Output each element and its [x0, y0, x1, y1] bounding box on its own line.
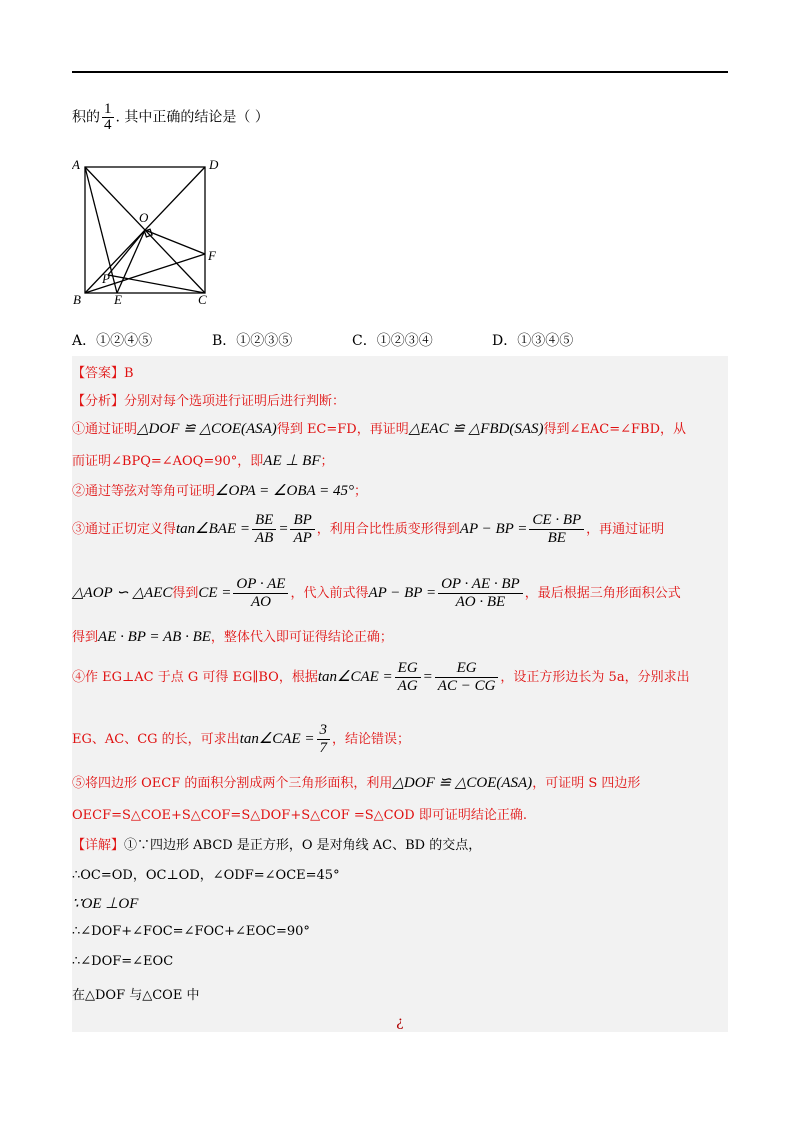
detail-line-4: ∴∠DOF+∠FOC=∠FOC+∠EOC=90° — [72, 924, 310, 939]
solution-panel — [72, 356, 728, 1032]
segment-of — [145, 230, 205, 254]
option-d: D．①③④⑤ — [492, 333, 574, 349]
analysis-line-1: ①通过证明△DOF ≌ △COE(ASA)得到 EC=FD，再证明△EAC ≌ △FBD(SAS)得到∠EAC=∠FBD，从 — [72, 421, 686, 437]
analysis-line-5: △AOP ∽ △AEC得到CE = $\frac{OP \cdot AE}{AO}$ ，代入前式得AP − BP = $\frac{OP \cdot AE \cdot BP}{AO \cdot BE}$ ，最后根据三角形面积公式 — [72, 576, 681, 610]
label-a: A — [72, 157, 80, 172]
analysis-line-4: ③通过正切定义得tan∠BAE = $\frac{BE}{AB}$ = $\frac{BP}{AP}$ ，利用合比性质变形得到AP − BP = $\frac{CE \cdot BP}{BE}$ ，再通过证明 — [72, 512, 665, 546]
label-d: D — [209, 157, 219, 172]
analysis-line-10: OECF=S△COE+S△COF=S△DOF+S△COF =S△COD 即可证明结论正确. — [72, 808, 527, 823]
analysis-line-2: 而证明∠BPQ=∠AOQ=90°，即AE ⊥ BF； — [72, 453, 334, 469]
answer-options — [72, 330, 728, 350]
analysis-line-8: EG、AC、CG 的长，可求出tan∠CAE = $\frac{3}{7}$ ，结论错误； — [72, 722, 411, 756]
option-b: B．①②③⑤ — [212, 333, 293, 349]
option-c: C．①②③④ — [352, 333, 433, 349]
segment-ae — [85, 167, 117, 293]
label-b: B — [73, 292, 81, 307]
detail-line-3: ∵OE ⊥OF — [72, 896, 139, 912]
label-o: O — [139, 210, 149, 225]
intro-after: . 其中正确的结论是（ ） — [115, 109, 269, 126]
option-a: A．①②④⑤ — [72, 333, 153, 349]
label-f: F — [208, 248, 216, 263]
analysis-line-3: ②通过等弦对等角可证明∠OPA = ∠OBA = 45°； — [72, 483, 368, 499]
label-c: C — [198, 292, 207, 307]
fraction-quarter: $\frac{1}{4}$ — [104, 101, 112, 133]
detail-line-6: 在△DOF 与△COE 中 — [72, 988, 200, 1003]
header-rule — [72, 71, 728, 73]
geometry-figure — [72, 152, 222, 307]
detail-line-1: 【详解】①∵四边形 ABCD 是正方形，O 是对角线 AC、BD 的交点， — [72, 838, 482, 853]
answer-line: 【答案】B — [72, 366, 134, 381]
detail-line-2: ∴OC=OD，OC⊥OD，∠ODF=∠OCE=45° — [72, 868, 340, 883]
analysis-line-9: ⑤将四边形 OECF 的面积分割成两个三角形面积，利用△DOF ≌ △COE(ASA)，可证明 S 四边形 — [72, 775, 641, 791]
analysis-line-7: ④作 EG⊥AC 于点 G 可得 EG∥BO，根据tan∠CAE = $\frac{EG}{AG}$ = $\frac{EG}{AC - CG}$ ，设正方形边长为 5a，分别求出 — [72, 660, 690, 694]
intro-before: 积的 — [72, 109, 100, 126]
question-tail — [72, 102, 269, 133]
segment-po — [108, 230, 145, 275]
analysis-line-6: 得到AE · BP = AB · BE，整体代入即可证得结论正确； — [72, 629, 393, 645]
segment-oe — [117, 230, 145, 293]
label-p: P — [102, 271, 110, 286]
footer-mark: ¿ — [396, 1014, 404, 1030]
detail-line-5: ∴∠DOF=∠EOC — [72, 954, 174, 969]
analysis-intro: 【分析】分别对每个选项进行证明后进行判断： — [72, 394, 346, 409]
label-e: E — [114, 292, 122, 307]
